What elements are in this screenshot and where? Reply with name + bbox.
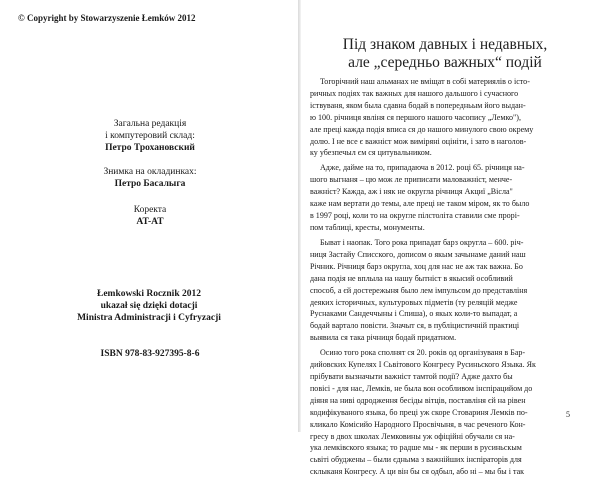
article-title-line2: але „середньо важных“ подій [348, 54, 542, 71]
credit-role: Знимка на окладинках: [103, 167, 197, 177]
body-line: дийовских Купелях І Сьвітового Конгресу Русиньского Языка. Як [310, 360, 536, 370]
credit-proofreading [50, 204, 250, 228]
credit-photo [50, 166, 250, 190]
isbn: ISBN 978-83-927395-8-6 [100, 349, 200, 359]
body-line: діяня на нивi одродження бесіды вітців, поставліня єй на рівен [310, 395, 526, 405]
body-line: Річник. Річниця барз округла, хоц для нас не аж так важна. Бо [310, 261, 523, 271]
copyright-notice: © Copyright by Stowarzyszenie Łemków 2012 [18, 13, 196, 23]
body-paragraph [310, 162, 581, 233]
body-line: кодифікуваного языка, бо преці уж скоре Стoвариня Лемків по- [310, 407, 528, 417]
body-line: гресу в двох школах Лемковины уж офіційні обучали ся на- [310, 431, 515, 441]
body-line: способ, а єй достережыня было лем імпульсом до представліня [310, 285, 528, 295]
body-line: іствуваня, яком была сдавна бодай в попередньым його выдан- [310, 100, 526, 110]
body-line: долю. І не все є важніст мож виміряні оцініти, і зато в наголов- [310, 136, 527, 146]
body-line: ука лемківского языка; то радше мы - як перши в русиньскым [310, 443, 522, 453]
article-title-line1: Під знаком давных і недавных, [342, 36, 548, 53]
funding-line: ukazał się dzięki dotacji [100, 301, 198, 311]
body-paragraph [310, 237, 581, 344]
credit-role: Загальна редакція [113, 119, 187, 129]
body-line: дана подія не вплыла на нашу бытніст в якысий особливий [310, 273, 513, 283]
body-line: ниця Застайу Списского, допиcом о якым зачынаме даний наш [310, 249, 526, 259]
body-line: ричных подіях так важных для нашого дальшого і сучасного [310, 88, 519, 98]
body-line: прібувати вызначыти важніст тамтой події? Адже дахто бы [310, 372, 513, 382]
body-line: але преці кажда подія вписа ся до нашого минулого свою окрему [310, 124, 534, 134]
body-line: в 1997 році, коли то на округле пілстоліта ставили сме прорі- [310, 211, 520, 221]
credit-name: Петро Басалыга [114, 179, 186, 189]
body-line: каже нам вертати до темы, але преці не таком міром, як то было [310, 199, 530, 209]
body-line: склыканя Конгресу. А ци він бы ся одбыл, або ні – мы бы і так [310, 467, 525, 477]
body-line: выявила ся така річниця бодай придатном. [310, 333, 457, 343]
funding-line: Łemkowski Rocznik 2012 [97, 289, 201, 299]
body-line: повісі - для нас, Лемків, не была вон особливом інспірацийом до [310, 383, 533, 393]
funding-note [40, 288, 258, 324]
body-line: шого выгнаня – цю мож ле приписати маловажніст, менче- [310, 175, 513, 185]
left-page [0, 0, 298, 432]
article-title [310, 36, 580, 72]
funding-line: Ministra Administracji i Cyfryzacji [77, 313, 221, 323]
article-body [310, 76, 581, 478]
credit-name: Петро Трохановский [105, 143, 195, 153]
body-line: Адже, дайме на то, припадаюча в 2012. році 65. річниця на- [320, 163, 525, 173]
body-line: пом таблиці, кресты, монументы. [310, 222, 425, 232]
body-line: сьвіті обуджены – были єдныма з важнійших інспіраторів для [310, 455, 522, 465]
body-line: Руснаками Сандеччыны і Спиша), о якых коли-то выпадат, а [310, 309, 518, 319]
body-line: ку убезпечыл єм ся цитувальником. [310, 148, 432, 158]
body-line: деяких історичных, культуровых підметів (ту реляцій медже [310, 297, 518, 307]
body-line: Быват і наопак. Того рока припадат барз округла – 600. річ- [320, 237, 524, 247]
credit-name: AT-AT [136, 217, 164, 227]
page-number: 5 [566, 410, 570, 419]
body-paragraph [310, 347, 581, 478]
credit-editor [50, 118, 250, 154]
body-line: кликало Комісийо Народного Просвічыня, в час реченого Кон- [310, 419, 526, 429]
body-line: важніст? Кажда, аж і няк не округла річниця Акциї „Вісла" [310, 187, 513, 197]
body-line: Тогорічний наш альманах не вміщат в собі материялів о істо- [320, 77, 530, 86]
credit-role-line2: і компутеровий склад: [105, 131, 195, 141]
body-line: Осино того рока сполнят ся 20. років од організуваня в Бар- [320, 348, 526, 358]
credit-role: Коректа [133, 205, 167, 215]
body-line: ю 100. річниця явліня ся першого нашого часопису „Лемко"), [310, 112, 521, 122]
body-line: бодай вартало повісти. Значыт ся, в публіцистичній практиці [310, 321, 520, 331]
body-paragraph [310, 76, 581, 159]
